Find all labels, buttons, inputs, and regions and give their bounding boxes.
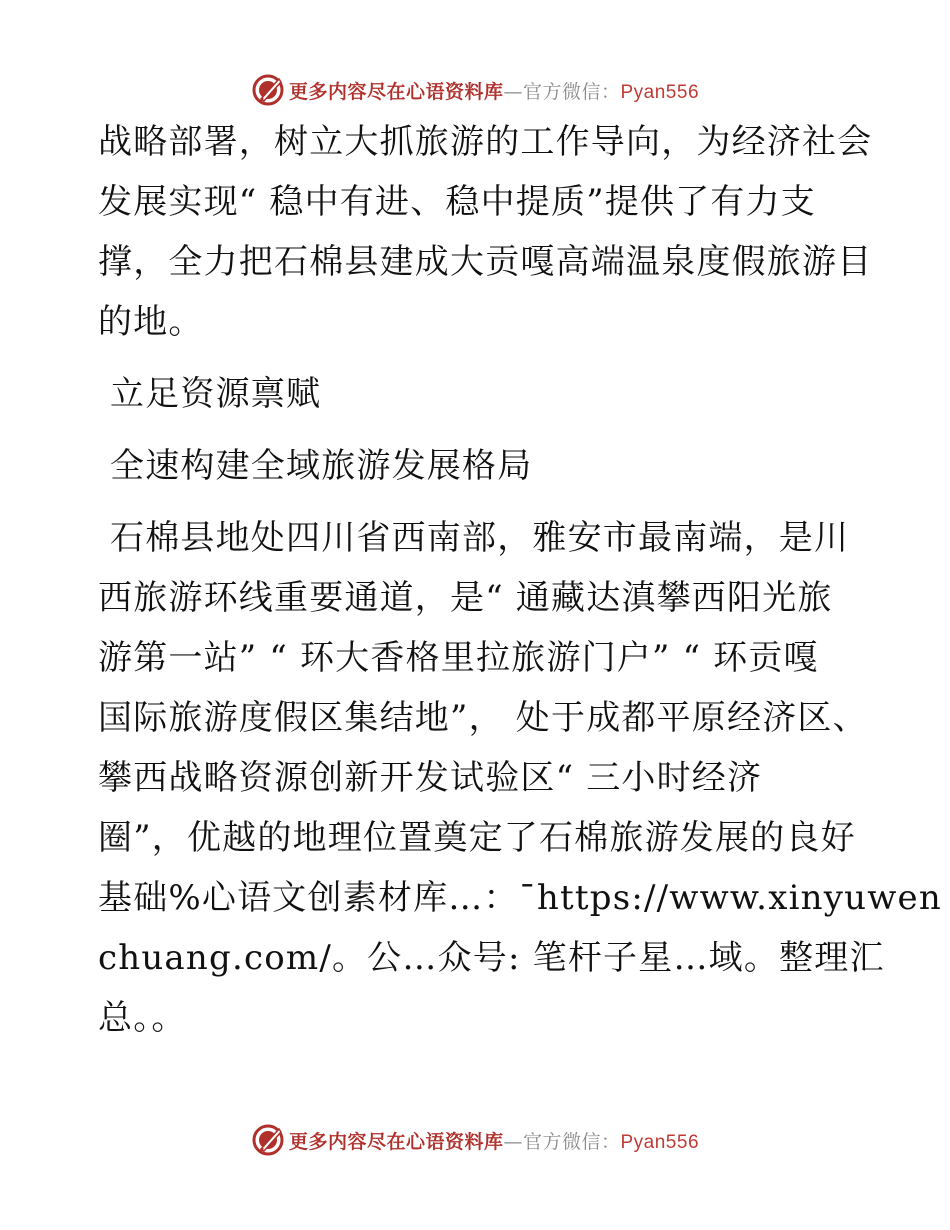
header-brand: 更多内容尽在心语资料库 [288, 80, 504, 103]
paragraph-2-line: 攀西战略资源创新开发试验区“ 三小时经济 [98, 758, 763, 798]
section-heading-1: 立足资源禀赋 [110, 374, 322, 414]
header-separator: — [503, 80, 523, 103]
paragraph-1-line: 发展实现“ 稳中有进、稳中提质”提供了有力支 [98, 182, 816, 222]
footer-banner [0, 1120, 950, 1160]
footer-brand: 更多内容尽在心语资料库 [288, 1130, 504, 1153]
paragraph-2-line: 游第一站” “ 环大香格里拉旅游门户” “ 环贡嘎 [98, 638, 819, 678]
quill-pen-logo-icon [251, 1123, 285, 1157]
paragraph-2-line: chuang.com/。公…众号: 笔杆子星…域。整理汇 [98, 938, 885, 978]
paragraph-2-line: 圈”，优越的地理位置奠定了石棉旅游发展的良好 [98, 818, 856, 858]
paragraph-1-line: 撑，全力把石棉县建成大贡嘎高端温泉度假旅游目 [98, 242, 873, 282]
header-official-label: 官方微信： [522, 80, 621, 103]
paragraph-1-line: 的地。 [98, 302, 204, 342]
paragraph-2-line: 基础%心语文创素材库…：¯https://www.xinyuwen [98, 878, 942, 918]
paragraph-2 [98, 508, 942, 1048]
paragraph-2-line: 总。。 [98, 998, 187, 1038]
footer-separator: — [503, 1130, 523, 1153]
paragraph-2-line: 西旅游环线重要通道，是“ 通藏达滇攀西阳光旅 [98, 578, 833, 618]
quill-pen-logo-icon [251, 73, 285, 107]
paragraph-2-line: 国际旅游度假区集结地”， 处于成都平原经济区、 [98, 698, 868, 738]
paragraph-2-line: 石棉县地处四川省西南部，雅安市最南端，是川 [110, 518, 850, 558]
section-heading-2: 全速构建全域旅游发展格局 [110, 446, 533, 486]
header-banner-text [289, 77, 699, 104]
header-wechat-id: Pyan556 [620, 81, 700, 103]
footer-banner-text [289, 1127, 699, 1154]
paragraph-1 [98, 112, 873, 352]
footer-official-label: 官方微信： [522, 1130, 621, 1153]
header-banner [0, 70, 950, 110]
document-body [98, 112, 942, 1048]
paragraph-1-line: 战略部署，树立大抓旅游的工作导向，为经济社会 [98, 122, 873, 162]
footer-wechat-id: Pyan556 [620, 1131, 700, 1153]
